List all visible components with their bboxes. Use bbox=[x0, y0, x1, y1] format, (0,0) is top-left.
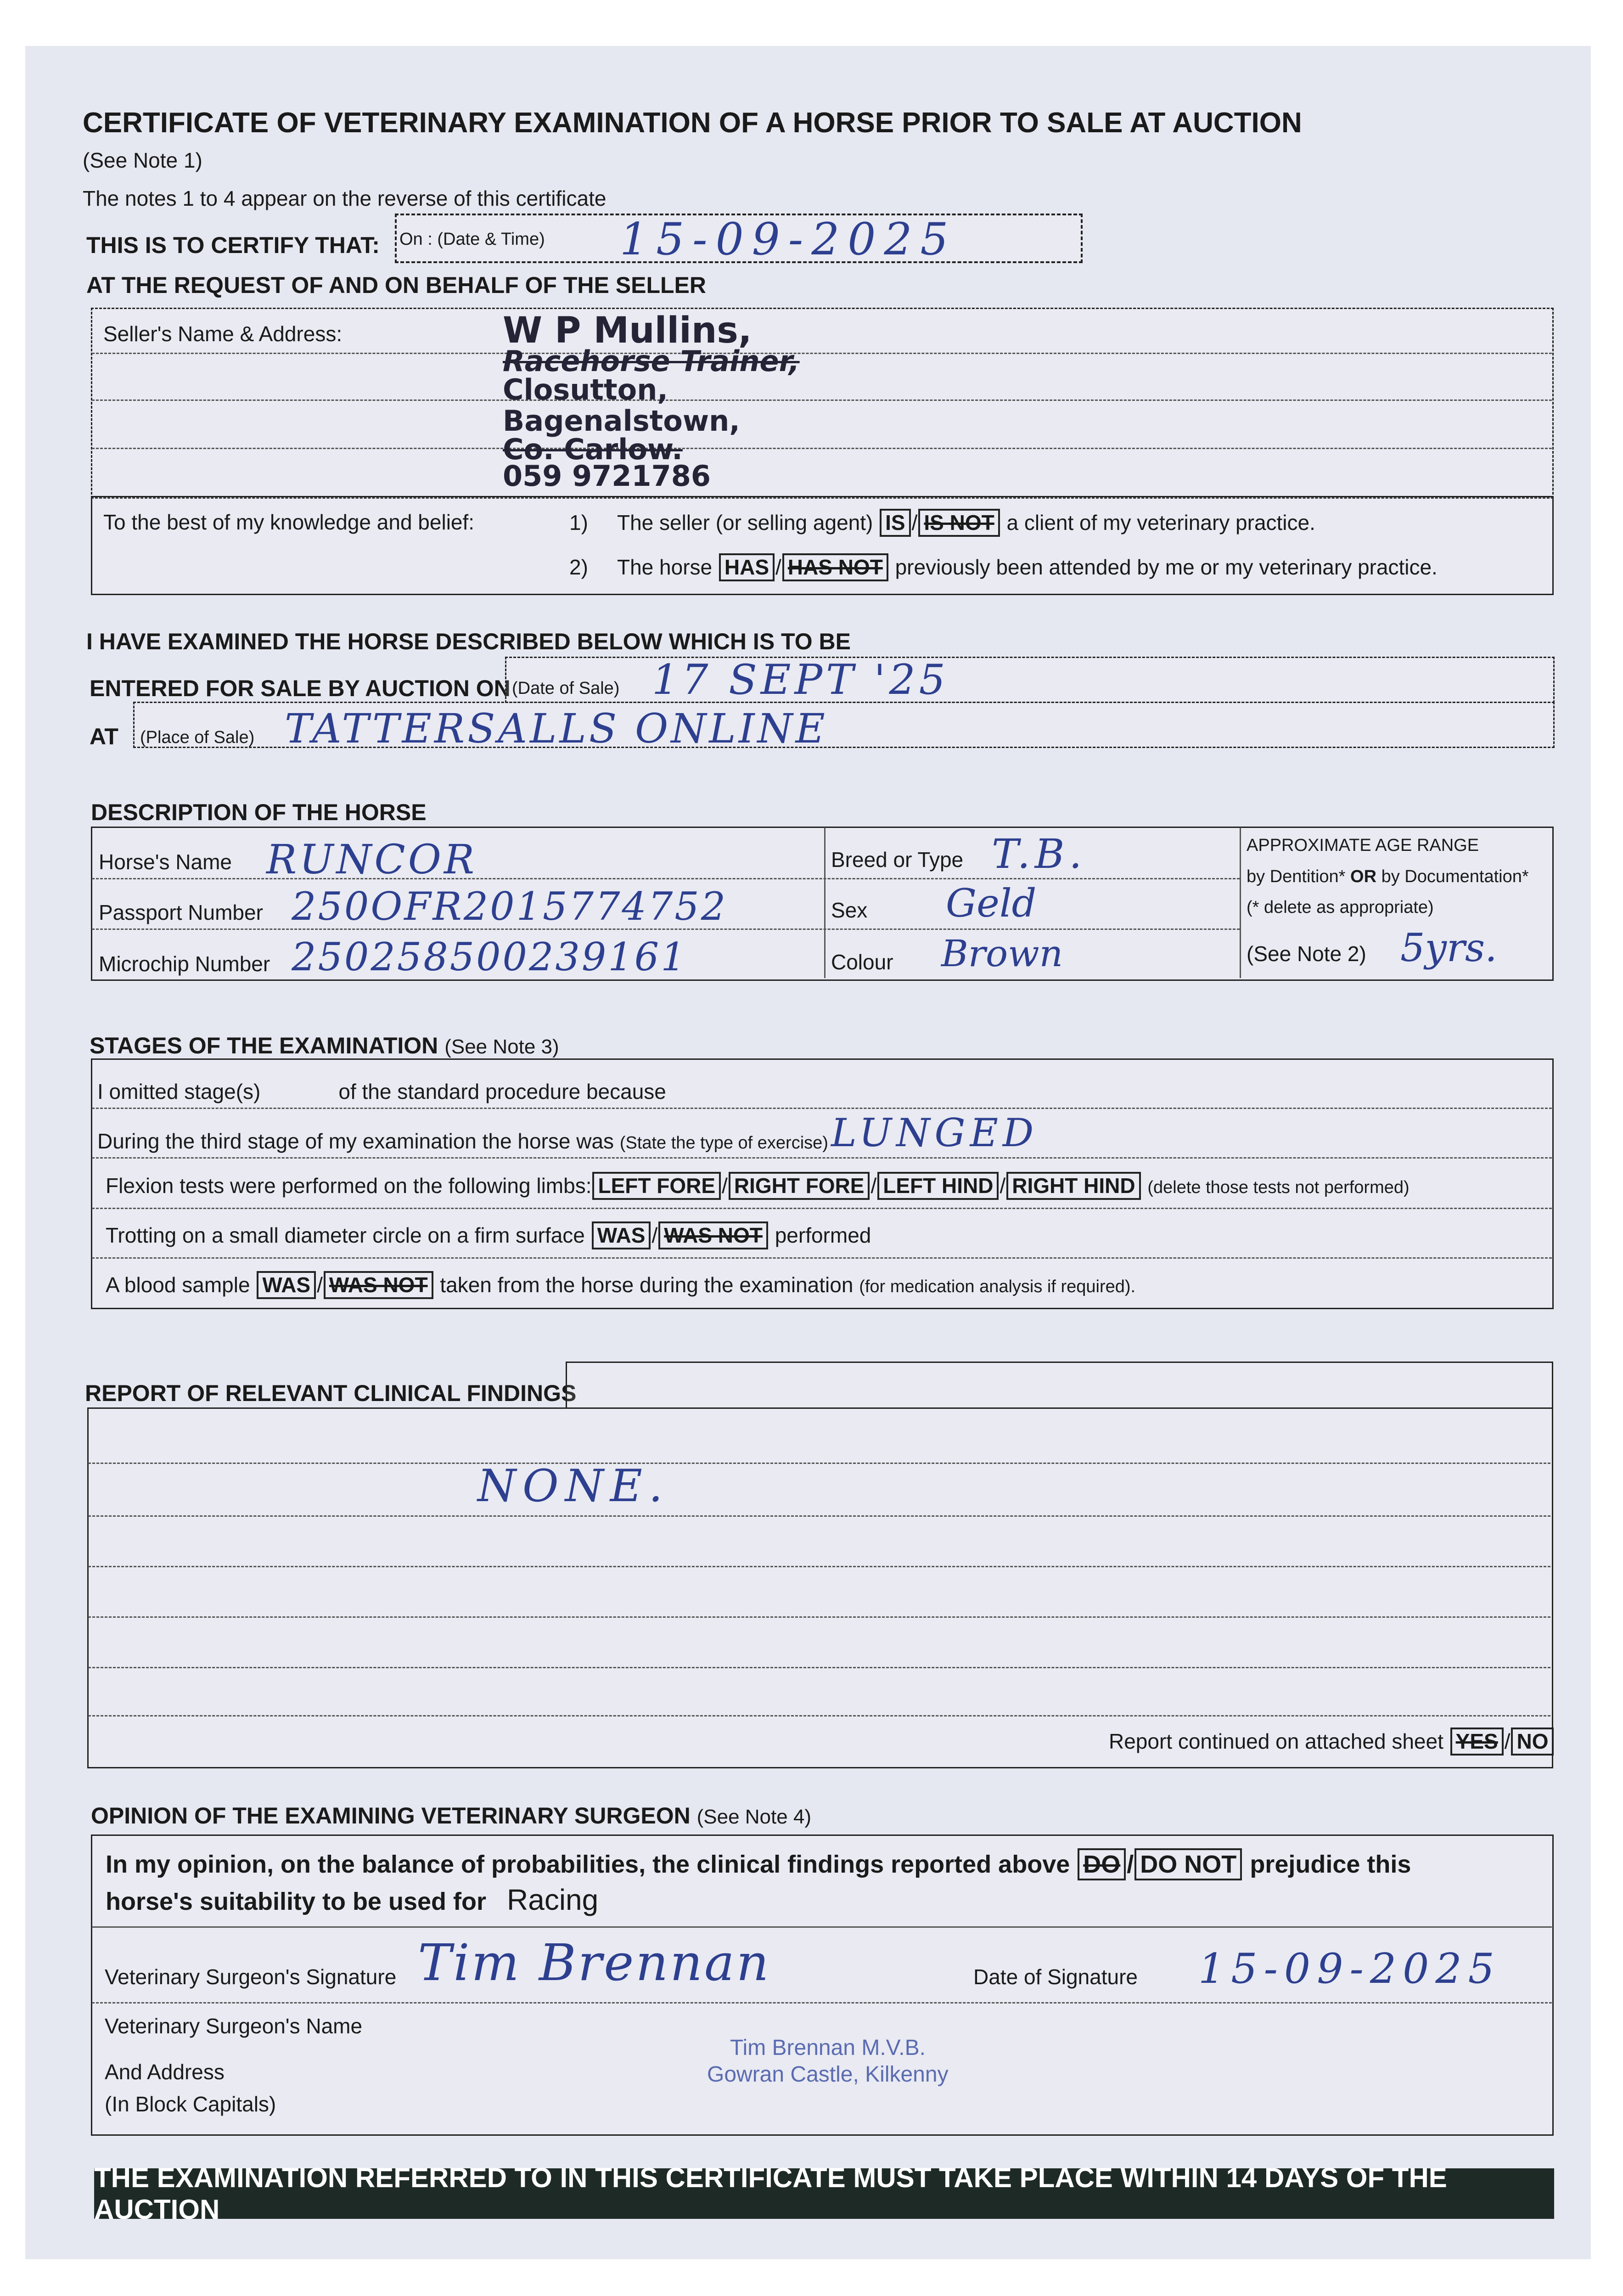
seller-label: Seller's Name & Address: bbox=[103, 322, 343, 346]
knowledge-label: To the best of my knowledge and belief: bbox=[103, 510, 475, 534]
report-findings-box[interactable] bbox=[87, 1407, 1553, 1768]
table-line bbox=[92, 878, 1240, 879]
signature-label: Veterinary Surgeon's Signature bbox=[105, 1965, 397, 1989]
option-is[interactable]: IS bbox=[880, 509, 910, 537]
colour-label: Colour bbox=[831, 950, 893, 974]
examined-line-2: ENTERED FOR SALE BY AUCTION ON bbox=[90, 675, 511, 701]
age-by: by Dentition* OR by Documentation* bbox=[1247, 867, 1529, 886]
seller-phone: 059 9721786 bbox=[503, 459, 711, 493]
opinion-suitability: horse's suitability to be used for Racing bbox=[106, 1883, 599, 1916]
blood-was[interactable]: WAS bbox=[257, 1271, 316, 1299]
table-divider bbox=[824, 827, 826, 978]
report-line bbox=[88, 1515, 1550, 1517]
vet-name-label: Veterinary Surgeon's Name bbox=[105, 2014, 363, 2038]
sale-place-label: (Place of Sale) bbox=[140, 728, 255, 747]
colour-value: Brown bbox=[941, 932, 1063, 975]
limb-left-hind[interactable]: LEFT HIND bbox=[877, 1172, 999, 1200]
opinion-purpose: Racing bbox=[507, 1883, 599, 1916]
seller-line bbox=[92, 400, 1552, 401]
option-is-not[interactable]: IS NOT bbox=[918, 509, 1000, 537]
blood-sample-line: A blood sample WAS / WAS NOT taken from the horse during the examination (for medication analysis if required). bbox=[106, 1271, 1135, 1299]
report-line bbox=[88, 1667, 1550, 1668]
age-note: (See Note 2) bbox=[1247, 942, 1366, 966]
horse-name-value: RUNCOR bbox=[266, 836, 477, 883]
breed-label: Breed or Type bbox=[831, 848, 964, 872]
third-stage-value: LUNGED bbox=[831, 1110, 1039, 1155]
opinion-line bbox=[92, 2002, 1552, 2003]
report-heading-box bbox=[566, 1362, 1553, 1409]
report-line bbox=[88, 1715, 1550, 1716]
table-divider bbox=[1240, 827, 1241, 978]
see-note-1: (See Note 1) bbox=[83, 148, 202, 172]
blood-was-not[interactable]: WAS NOT bbox=[324, 1271, 433, 1299]
sale-date-label: (Date of Sale) bbox=[512, 679, 620, 698]
sale-place-value: TATTERSALLS ONLINE bbox=[285, 705, 828, 752]
omitted-stages: I omitted stage(s) of the standard procedure because bbox=[97, 1080, 666, 1103]
horse-name-label: Horse's Name bbox=[99, 850, 232, 874]
sex-value: Geld bbox=[946, 881, 1037, 926]
seller-occupation: Racehorse Trainer, bbox=[503, 344, 800, 378]
stages-line bbox=[92, 1157, 1552, 1159]
notes-line: The notes 1 to 4 appear on the reverse of this certificate bbox=[83, 186, 607, 210]
knowledge-item-2: 2) The horse HAS / HAS NOT previously been attended by me or my veterinary practice. bbox=[569, 553, 1438, 581]
at-label: AT bbox=[90, 724, 118, 749]
age-value: 5yrs. bbox=[1400, 925, 1497, 970]
seller-address-2: Bagenalstown, bbox=[503, 404, 740, 438]
breed-value: T.B. bbox=[992, 830, 1087, 878]
vet-stamp-address: Gowran Castle, Kilkenny bbox=[707, 2062, 949, 2087]
report-findings-value: NONE. bbox=[477, 1460, 669, 1512]
age-title: APPROXIMATE AGE RANGE bbox=[1247, 836, 1479, 855]
microchip-value: 250258500239161 bbox=[292, 934, 687, 979]
age-delete-note: (* delete as appropriate) bbox=[1247, 898, 1434, 917]
certify-label: THIS IS TO CERTIFY THAT: bbox=[86, 232, 380, 258]
certificate-title: CERTIFICATE OF VETERINARY EXAMINATION OF A HORSE PRIOR TO SALE AT AUCTION bbox=[83, 107, 1302, 139]
report-line bbox=[88, 1616, 1550, 1618]
opinion-statement: In my opinion, on the balance of probabilities, the clinical findings reported above DO / DO NOT prejudice this bbox=[106, 1848, 1411, 1880]
report-line bbox=[88, 1463, 1550, 1464]
footer-banner: THE EXAMINATION REFERRED TO IN THIS CERTIFICATE MUST TAKE PLACE WITHIN 14 DAYS OF THE AUCTION bbox=[94, 2168, 1554, 2219]
report-continued: Report continued on attached sheet YES / NO bbox=[1109, 1728, 1555, 1756]
seller-line bbox=[92, 353, 1552, 354]
limb-left-fore[interactable]: LEFT FORE bbox=[592, 1172, 721, 1200]
seller-address-3: Co. Carlow. bbox=[503, 433, 683, 466]
date-signature-value: 15-09-2025 bbox=[1198, 1945, 1501, 1993]
seller-name: W P Mullins, bbox=[503, 310, 752, 351]
signature-value: Tim Brennan bbox=[418, 1933, 771, 1992]
report-heading: REPORT OF RELEVANT CLINICAL FINDINGS bbox=[85, 1380, 577, 1406]
continued-no[interactable]: NO bbox=[1511, 1728, 1554, 1756]
passport-value: 250OFR2015774752 bbox=[292, 884, 728, 929]
block-capitals-label: (In Block Capitals) bbox=[105, 2092, 276, 2116]
sex-label: Sex bbox=[831, 898, 868, 922]
opinion-do-not[interactable]: DO NOT bbox=[1134, 1848, 1242, 1880]
description-heading: DESCRIPTION OF THE HORSE bbox=[91, 799, 427, 825]
examined-line-1: I HAVE EXAMINED THE HORSE DESCRIBED BELOW WHICH IS TO BE bbox=[86, 629, 851, 654]
third-stage: During the third stage of my examination the horse was (State the type of exercise) bbox=[97, 1129, 828, 1153]
stages-heading: STAGES OF THE EXAMINATION (See Note 3) bbox=[90, 1033, 559, 1058]
sale-date-value: 17 SEPT '25 bbox=[652, 656, 949, 704]
stages-line bbox=[92, 1208, 1552, 1209]
stages-line bbox=[92, 1257, 1552, 1259]
limb-right-fore[interactable]: RIGHT FORE bbox=[729, 1172, 870, 1200]
option-has[interactable]: HAS bbox=[719, 553, 775, 581]
stages-line bbox=[92, 1108, 1552, 1109]
passport-label: Passport Number bbox=[99, 900, 263, 924]
trotting-line: Trotting on a small diameter circle on a firm surface WAS / WAS NOT performed bbox=[106, 1221, 871, 1249]
on-date-value: 15-09-2025 bbox=[620, 214, 957, 265]
vet-address-label: And Address bbox=[105, 2060, 225, 2084]
continued-yes[interactable]: YES bbox=[1450, 1728, 1504, 1756]
opinion-do[interactable]: DO bbox=[1078, 1848, 1126, 1880]
opinion-line bbox=[92, 1926, 1552, 1928]
knowledge-item-1: 1) The seller (or selling agent) IS / IS NOT a client of my veterinary practice. bbox=[569, 509, 1315, 537]
request-label: AT THE REQUEST OF AND ON BEHALF OF THE SELLER bbox=[86, 272, 706, 298]
microchip-label: Microchip Number bbox=[99, 952, 270, 976]
limb-right-hind[interactable]: RIGHT HIND bbox=[1006, 1172, 1140, 1200]
date-signature-label: Date of Signature bbox=[973, 1965, 1138, 1989]
seller-line bbox=[92, 448, 1552, 449]
trot-was-not[interactable]: WAS NOT bbox=[658, 1221, 768, 1249]
flexion-tests: Flexion tests were performed on the following limbs: LEFT FORE / RIGHT FORE / LEFT HIND / RIGHT HIND (delete those tests not performed) bbox=[106, 1172, 1410, 1200]
report-line bbox=[88, 1566, 1550, 1567]
option-has-not[interactable]: HAS NOT bbox=[782, 553, 888, 581]
trot-was[interactable]: WAS bbox=[592, 1221, 651, 1249]
vet-stamp-name: Tim Brennan M.V.B. bbox=[730, 2036, 926, 2060]
seller-address-1: Closutton, bbox=[503, 373, 668, 406]
on-date-label: On : (Date & Time) bbox=[399, 230, 545, 249]
opinion-heading: OPINION OF THE EXAMINING VETERINARY SURGEON (See Note 4) bbox=[91, 1803, 812, 1829]
